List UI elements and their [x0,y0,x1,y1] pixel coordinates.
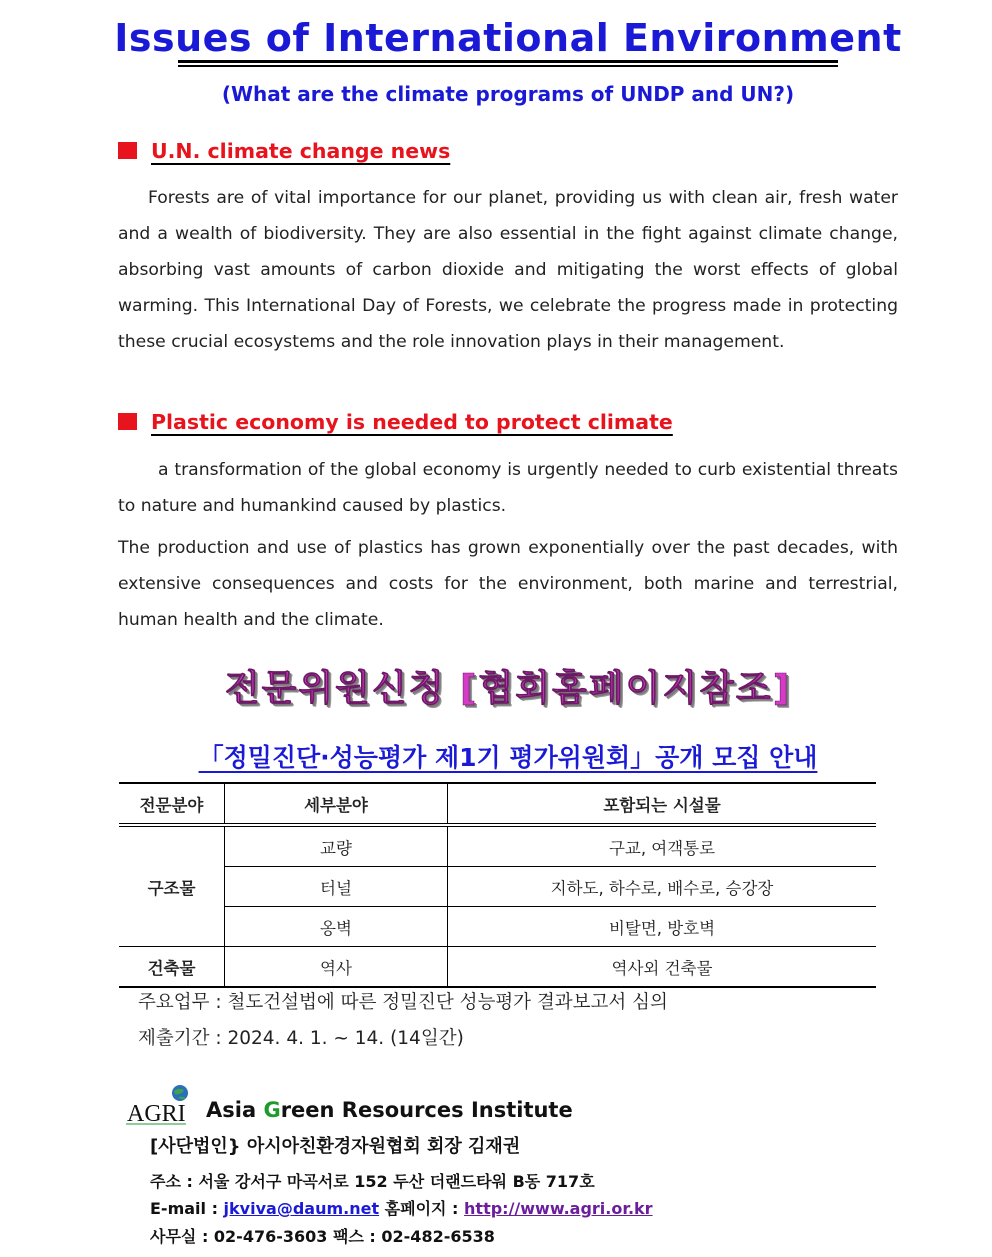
org-phone-fax: 사무실 : 02-476-3603 팩스 : 02-482-6538 [150,1227,495,1246]
table-cell: 지하도, 하수로, 배수로, 승강장 [448,867,877,907]
org-address: 주소 : 서울 강서구 마곡서로 152 두산 더랜드타워 B동 717호 [150,1172,595,1191]
facilities-table [119,782,876,988]
page-subtitle: (What are the climate programs of UNDP and UN?) [221,82,795,106]
section-paragraph: Forests are of vital importance for our planet, providing us with clean air, fresh water and a wealth of biodiversity. They are also essential in the fight against climate change, absorbing vast amounts of carbon dioxide and mitigating the worst effects of global warming. This International Day of Forests, we celebrate the progress made in protecting these crucial ecosystems and the role innovation plays in their management. [118,188,898,352]
red-square-bullet-icon [118,142,137,159]
table-cell-group: 건축물 [119,947,225,988]
table-header-cell: 세부분야 [225,783,448,825]
section-paragraph: The production and use of plastics has grown exponentially over the past decades, with extensive consequences and costs for the environment, both marine and terrestrial, human health and the climate. [118,538,898,630]
section-paragraph: a transformation of the global economy is urgently needed to curb existential threats to nature and humankind caused by plastics. [118,460,898,516]
title-underline-thick [178,60,838,63]
section-heading-un-news: U.N. climate change news [118,139,450,163]
email-link[interactable]: jkviva@daum.net [223,1199,380,1218]
title-underline-thin [178,65,838,67]
org-english-name: Asia Green Resources Institute [206,1098,573,1122]
logo-wordmark: AGRI [127,1101,186,1127]
org-email-homepage: E-mail : jkviva@daum.net 홈페이지 : http://www.agri.or.kr [150,1199,653,1218]
table-cell: 터널 [225,867,448,907]
table-header-row [119,783,876,825]
table-cell: 옹벽 [225,907,448,947]
table-cell: 역사외 건축물 [448,947,877,988]
homepage-link[interactable]: http://www.agri.or.kr [464,1199,653,1218]
table-cell: 교량 [225,825,448,867]
org-korean-name: [사단법인} 아시아친환경자원협회 회장 김재권 [150,1136,521,1157]
expert-application-banner: 전문위원신청 [협회홈페이지참조] [224,668,792,709]
table-header-cell: 포함되는 시설물 [448,783,877,825]
page-title: Issues of International Environment [114,16,902,60]
table-cell: 역사 [225,947,448,988]
red-square-bullet-icon [118,413,137,430]
table-row [119,825,876,867]
section-heading-plastic-economy: Plastic economy is needed to protect climate [118,410,673,434]
recruit-notice-title: 「정밀진단·성능평가 제1기 평가위원회」공개 모집 안내 [198,743,818,772]
table-row [119,867,876,907]
submission-period-line: 제출기간 : 2024. 4. 1. ~ 14. (14일간) [138,1028,464,1049]
table-cell: 구교, 여객통로 [448,825,877,867]
table-cell: 비탈면, 방호벽 [448,907,877,947]
table-row [119,907,876,947]
agri-logo [126,1084,192,1130]
main-duty-line: 주요업무 : 철도건설법에 따른 정밀진단 성능평가 결과보고서 심의 [138,992,668,1013]
table-header-cell: 전문분야 [119,783,225,825]
table-cell-group: 구조물 [119,825,225,947]
table-row [119,947,876,988]
